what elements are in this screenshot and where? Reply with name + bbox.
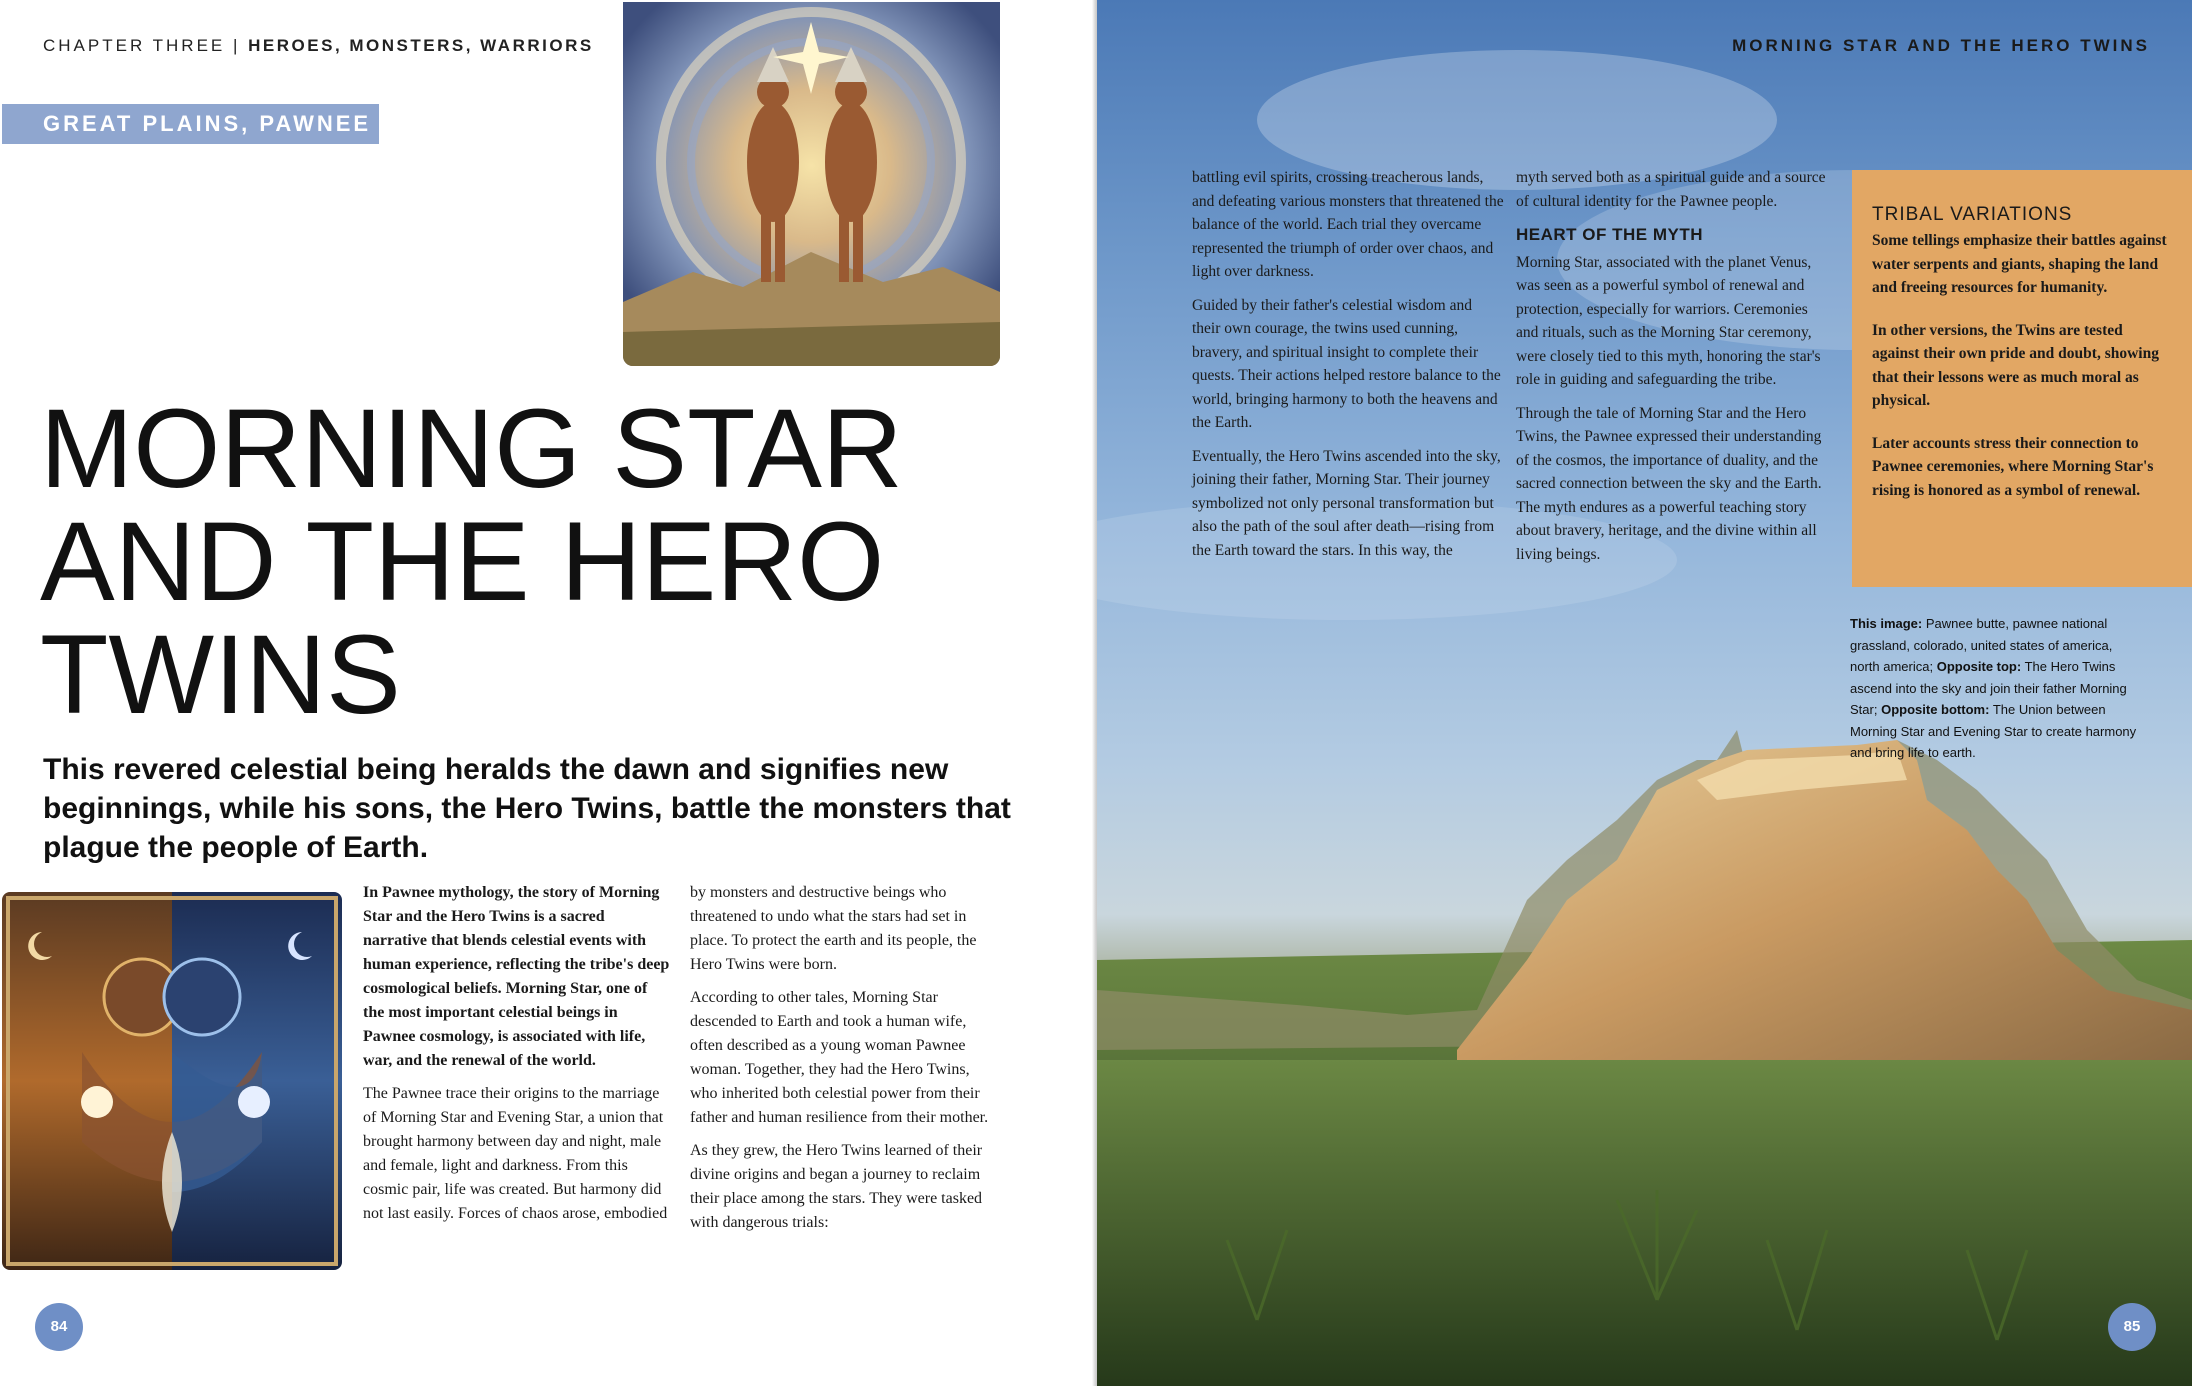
article-subtitle: This revered celestial being heralds the dawn and signifies new beginnings, while his sons, the Hero Twins, battle the monsters that plague the people of Earth.	[43, 753, 1011, 864]
intro-paragraph: In Pawnee mythology, the story of Morning Star and the Hero Twins is a sacred narrative that blends celestial events with human experience, reflecting the tribe's deep cosmological beliefs. Morning Star, one of the most important celestial beings in Pawnee cosmology, is associated with life, war, and the renewal of the world.	[363, 884, 670, 1069]
tribal-variations-box	[1852, 170, 2192, 587]
left-col1-paragraph-2: The Pawnee trace their origins to the marriage of Morning Star and Evening Star, a union that brought harmony between day and night, male and female, light and darkness. From this cosmic pair, life was created. But harmony did not last easily. Forces of chaos arose, embodied	[363, 1085, 668, 1222]
article-title	[40, 386, 940, 737]
sidebar-paragraph-1: Some tellings emphasize their battles against water serpents and giants, shaping the land and freeing resources for humanity.	[1872, 232, 2167, 296]
region-tag: GREAT PLAINS, PAWNEE	[2, 104, 379, 144]
chapter-label: CHAPTER THREE	[43, 36, 226, 55]
star-union-image	[2, 892, 342, 1270]
left-column-2	[690, 881, 1000, 1244]
right-col1-paragraph-1: battling evil spirits, crossing treacherous lands, and defeating various monsters that threatened the balance of the world. Each trial they overcame represented the triumph of order over chaos, and light over darkness.	[1192, 169, 1504, 280]
right-col1-paragraph-2: Guided by their father's celestial wisdom and their own courage, the twins used cunning, bravery, and spiritual insight to complete their quests. Their actions helped restore balance to the world, bringing harmony to both the heavens and the Earth.	[1192, 296, 1501, 431]
right-column-2	[1516, 166, 1828, 576]
caption-text-3: The Union between Morning Star and Evening Star to create harmony and bring life to earth.	[1850, 702, 2137, 760]
chapter-title: HEROES, MONSTERS, WARRIORS	[248, 36, 594, 55]
right-column-1	[1192, 166, 1504, 572]
left-page	[0, 0, 1095, 1386]
sidebar-paragraph-2: In other versions, the Twins are tested against their own pride and doubt, showing that their lessons were as much moral as physical.	[1872, 321, 2159, 409]
chapter-header	[43, 36, 594, 56]
sidebar-paragraph-3: Later accounts stress their connection to Pawnee ceremonies, where Morning Star's rising is honored as a symbol of renewal.	[1872, 434, 2154, 499]
left-column-1	[363, 881, 671, 1235]
hero-twins-ascend-illustration	[623, 2, 1000, 366]
hero-twins-ascend-image	[623, 2, 1000, 366]
caption-text-2: The Hero Twins ascend into the sky and join their father Morning Star;	[1850, 659, 2127, 717]
title-line-1: MORNING STAR	[40, 386, 903, 511]
right-col1-paragraph-3: Eventually, the Hero Twins ascended into the sky, joining their father, Morning Star. Their journey symbolized not only personal transformation but also the path of the soul after death—rising from the Earth toward the stars. In this way, the	[1192, 447, 1501, 559]
star-union-illustration	[2, 892, 342, 1270]
title-line-3: TWINS	[40, 612, 401, 737]
page-number-right: 85	[2108, 1303, 2156, 1351]
chapter-separator: |	[233, 36, 241, 55]
page-number-left: 84	[35, 1303, 83, 1351]
title-line-2: AND THE HERO	[40, 499, 885, 624]
right-col2-paragraph-3: Through the tale of Morning Star and the Hero Twins, the Pawnee expressed their understanding of the cosmos, the importance of duality, and the sacred connection between the sky and the Earth. The myth endures as a powerful teaching story about bravery, heritage, and the divine within all living beings.	[1516, 404, 1822, 563]
caption-label-3: Opposite bottom:	[1881, 702, 1990, 717]
sidebar-title: TRIBAL VARIATIONS	[1872, 204, 2073, 225]
caption-text-1: Pawnee butte, pawnee national grassland, colorado, united states of america, north america;	[1850, 616, 2113, 674]
right-col2-paragraph-1: myth served both as a spiritual guide and a source of cultural identity for the Pawnee people.	[1516, 169, 1826, 210]
left-col2-paragraph-2: According to other tales, Morning Star descended to Earth and took a human wife, often described as a young woman Pawnee woman. Together, they had the Hero Twins, who inherited both celestial power from their father and human resilience from their mother.	[690, 989, 989, 1126]
left-col2-paragraph-1: by monsters and destructive beings who threatened to undo what the stars had set in place. To protect the earth and its people, the Hero Twins were born.	[690, 884, 977, 973]
left-col2-paragraph-3: As they grew, the Hero Twins learned of their divine origins and began a journey to reclaim their place among the stars. They were tasked with dangerous trials:	[690, 1142, 983, 1231]
section-heading: HEART OF THE MYTH	[1516, 225, 1703, 244]
caption-label-1: This image:	[1850, 616, 1923, 631]
image-caption	[1850, 613, 2140, 764]
caption-label-2: Opposite top:	[1936, 659, 2022, 674]
right-col2-paragraph-2: Morning Star, associated with the planet Venus, was seen as a powerful symbol of renewal and protection, especially for warriors. Ceremonies and rituals, such as the Morning Star ceremony, were closely tied to this myth, honoring the star's role in guiding and safeguarding the tribe.	[1516, 253, 1821, 388]
running-head: MORNING STAR AND THE HERO TWINS	[1732, 36, 2150, 55]
